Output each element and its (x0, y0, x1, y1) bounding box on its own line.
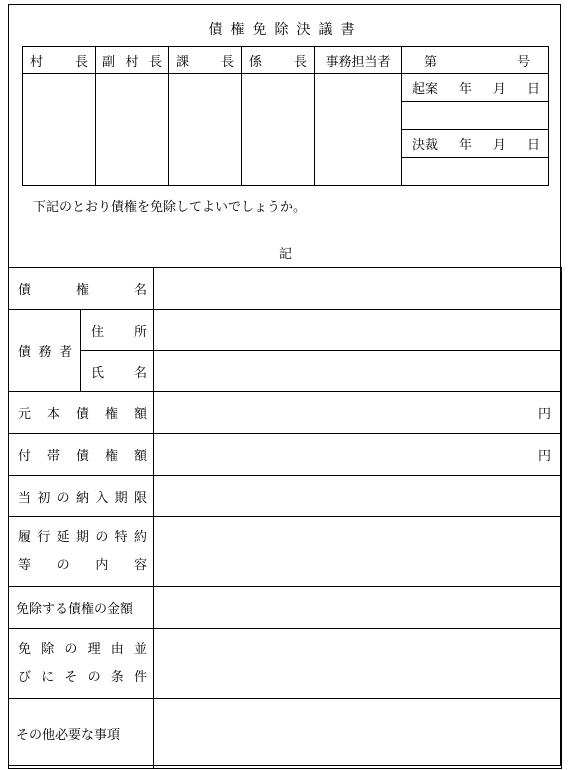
other-matters-label (9, 699, 154, 769)
char: 務 (38, 345, 52, 360)
char: 期 (75, 529, 89, 545)
spread-text (91, 321, 147, 340)
yen-unit: 円 (538, 449, 552, 464)
stamp-box-subsection-chief[interactable] (242, 74, 315, 186)
decision-date-label (402, 130, 549, 158)
char: 限 (133, 490, 147, 506)
principal-amount-field[interactable] (154, 392, 562, 434)
spread-text (91, 362, 147, 381)
char: の (56, 490, 70, 506)
char: 初 (37, 490, 51, 506)
char: 債 (18, 283, 32, 298)
details-table (8, 267, 562, 769)
header-section-chief (169, 47, 242, 74)
char: 債 (18, 345, 32, 360)
char: 履 (18, 529, 32, 545)
spread-text (18, 445, 147, 464)
char: 元 (18, 407, 32, 422)
char: 債 (76, 407, 90, 422)
char: 長 (148, 54, 162, 70)
char: 権 (105, 407, 119, 422)
spread-text (18, 636, 147, 664)
char: 者 (58, 345, 72, 360)
yen-unit: 円 (538, 407, 552, 422)
char: 帯 (47, 449, 61, 464)
char: の (87, 669, 101, 685)
reason-field[interactable] (154, 629, 562, 699)
name-label (81, 351, 154, 392)
char: 除 (41, 641, 55, 657)
char: 約 (133, 529, 147, 545)
char: 入 (95, 490, 109, 506)
year-label: 年 (458, 82, 472, 97)
char: 長 (220, 54, 234, 70)
incidental-amount-field[interactable] (154, 434, 562, 476)
number-label-go: 号 (516, 54, 530, 70)
address-label (81, 310, 154, 351)
char: 権 (105, 449, 119, 464)
month-label: 月 (492, 138, 506, 153)
stamp-box-clerk[interactable] (315, 74, 402, 186)
exempt-amount-label (9, 587, 154, 629)
char: 特 (114, 529, 128, 545)
decision-label: 決裁 (412, 138, 439, 153)
ki-heading: 記 (278, 247, 292, 262)
char: 課 (176, 54, 190, 70)
char: 期 (114, 490, 128, 506)
header-deputy-village-head (96, 47, 169, 74)
spread-text (18, 552, 147, 580)
document-number-cell (402, 47, 549, 74)
other-matters-text: その他必要な事項 (16, 728, 121, 743)
day-label: 日 (526, 82, 540, 97)
stamp-box-section-chief[interactable] (169, 74, 242, 186)
char: 行 (37, 529, 51, 545)
char: 長 (293, 54, 307, 70)
char: 額 (134, 407, 148, 422)
char: 内 (95, 557, 109, 573)
char: 納 (75, 490, 89, 506)
form-frame (8, 4, 561, 766)
request-statement: 下記のとおり債権を免除してよいでしょうか。 (33, 200, 307, 215)
year-label: 年 (458, 138, 472, 153)
spread-text (18, 279, 147, 298)
initial-deadline-field[interactable] (154, 476, 562, 517)
principal-label (9, 392, 154, 434)
spread-text (18, 524, 147, 552)
spread-text (18, 487, 147, 506)
document-title: 債権免除決議書 (208, 22, 363, 38)
char: に (41, 669, 55, 685)
header-subsection-chief (242, 47, 315, 74)
claim-name-label (9, 268, 154, 310)
char: 村 (125, 54, 139, 70)
claim-name-field[interactable] (154, 268, 562, 310)
char: 並 (133, 641, 147, 657)
char: び (18, 669, 32, 685)
exempt-amount-text: 免除する債権の金額 (16, 602, 134, 617)
char: 名 (134, 365, 148, 381)
char: 長 (74, 54, 88, 70)
char: 件 (133, 669, 147, 685)
decision-date-field[interactable] (402, 158, 549, 186)
char: の (64, 641, 78, 657)
draft-label: 起案 (412, 82, 439, 97)
char: 住 (91, 324, 105, 340)
draft-date-field[interactable] (402, 102, 549, 130)
char: の (56, 557, 70, 573)
char: 条 (110, 669, 124, 685)
spread-text (18, 403, 147, 422)
char: 額 (134, 449, 148, 464)
char: 等 (18, 557, 32, 573)
char: 理 (87, 641, 101, 657)
draft-date-label (402, 74, 549, 102)
extension-label (9, 517, 154, 587)
spread-text (18, 341, 72, 360)
other-matters-field[interactable] (154, 699, 562, 769)
approval-stamp-table (22, 46, 549, 186)
name-field[interactable] (154, 351, 562, 392)
char: 本 (47, 407, 61, 422)
number-label-dai: 第 (424, 54, 438, 70)
exempt-amount-field[interactable] (154, 587, 562, 629)
header-clerk-in-charge: 事務担当者 (315, 47, 402, 74)
extension-field[interactable] (154, 517, 562, 587)
char: 権 (76, 283, 90, 298)
char: そ (64, 669, 78, 685)
char: 由 (110, 641, 124, 657)
spread-text (18, 664, 147, 692)
char: 副 (102, 54, 116, 70)
reason-label (9, 629, 154, 699)
char: 名 (134, 283, 148, 298)
char: 村 (30, 54, 44, 70)
stamp-box-village-head[interactable] (23, 74, 96, 186)
month-label: 月 (492, 82, 506, 97)
char: 所 (134, 324, 148, 340)
incidental-label (9, 434, 154, 476)
initial-deadline-label (9, 476, 154, 517)
char: 付 (18, 449, 32, 464)
address-field[interactable] (154, 310, 562, 351)
char: 容 (133, 557, 147, 573)
char: 免 (18, 641, 32, 657)
header-village-head (23, 47, 96, 74)
stamp-box-deputy-village-head[interactable] (96, 74, 169, 186)
char: の (95, 529, 109, 545)
char: 氏 (91, 365, 105, 381)
char: 係 (249, 54, 263, 70)
char: 債 (76, 449, 90, 464)
day-label: 日 (526, 138, 540, 153)
char: 当 (18, 490, 32, 506)
char: 延 (56, 529, 70, 545)
debtor-label (9, 310, 81, 392)
